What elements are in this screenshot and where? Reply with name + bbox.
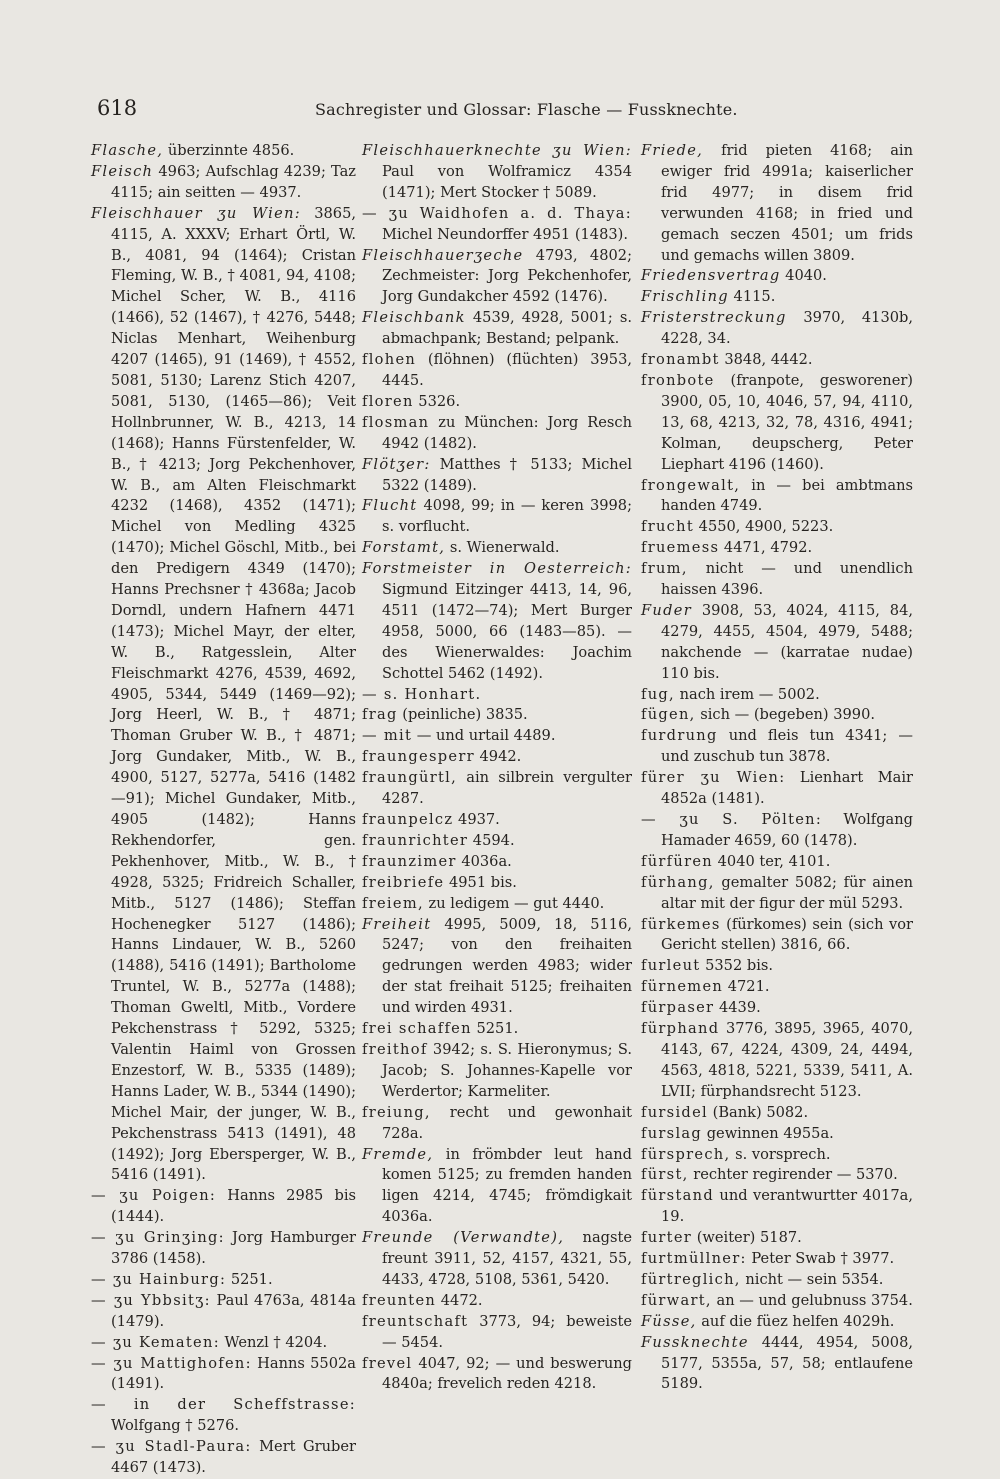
entry-references: nicht — und unendlich haissen 4396. bbox=[661, 560, 913, 599]
index-entry bbox=[362, 392, 632, 413]
index-column-3 bbox=[641, 141, 913, 1395]
index-entry bbox=[641, 873, 913, 915]
entry-references: 4036a. bbox=[456, 852, 512, 870]
entry-references: Paul von Wolframicz 4354 (1471); Mert Stocker † 5089. bbox=[382, 162, 632, 201]
index-entry bbox=[641, 726, 913, 768]
entry-references: Paul 4763a, 4814a (1479). bbox=[111, 1291, 356, 1330]
index-entry bbox=[362, 496, 632, 538]
index-entry bbox=[641, 977, 913, 998]
entry-references: 4098, 99; in — keren 3998; s. vorflucht. bbox=[382, 497, 632, 536]
entry-references: 5251. bbox=[471, 1020, 519, 1038]
entry-headword: fug, bbox=[641, 685, 675, 703]
entry-headword: Flasche, bbox=[91, 142, 164, 159]
entry-references: Sigmund Eitzinger 4413, 14, 96, 4511 (1472—74); Mert Burger 4958, 5000, 66 (1483—85). — des Wienerwaldes: Joachim Schottel 5462 (1492). bbox=[382, 581, 632, 682]
entry-references: 3865, 4115, A. XXXV; Erhart Örtl, W. B., 4081, 94 (1464); Cristan Fleming, W. B., † 4081, 94, 4108; Michel Scher, W. B., 4116 (1466), 52 (1467), † 4276, 5448; Niclas Menhart, Weihenburg 4207 (1465), 91 (1469), † 4552, 5081, 5130; Larenz Stich 4207, 5081, 5130, (1465—86); Veit Hollnbrunner, W. B., 4213, 14 (1468); Hanns Fürstenfelder, W. B., † 4213; Jorg Pekchenhover, W. B., am Alten Fleischmarkt 4232 (1468), 4352 (1471); Michel von Medling 4325 (1470); Michel Göschl, Mitb., bei den Predigern 4349 (1470); Hanns Prechsner † 4368a; Jacob Dorndl, undern Hafnern 4471 (1473); Michel Mayr, der elter, W. B., Ratgesslein, Alter Fleischmarkt 4276, 4539, 4692, 4905, 5344, 5449 (1469—92); Jorg Heerl, W. B., † 4871; Thoman Gruber W. B., † 4871; Jorg Gundaker, Mitb., W. B., 4900, 5127, 5277a, 5416 (1482—91); Michel Gundaker, Mitb., 4905 (1482); Hanns Rekhendorfer, gen. Pekhenhover, Mitb., W. B., † 4928, 5325; Fridreich Schaller, Mitb., 5127 (1486); Steffan Hochenegker 5127 (1486); Hanns Lindauer, W. B., 5260 (1488), 5416 (1491); Bartholome Truntel, W. B., 5277a (1488); Thoman Gweltl, Mitb., Vordere Pekchenstrass † 5292, 5325; Valentin Haiml von Grossen Enzestorf, W. B., 5335 (1489); Hanns Lader, W. B., 5344 (1490); Michel Mair, der junger, W. B., Pekchenstrass 5413 (1491), 48 (1492); Jorg Ebersperger, W. B., 5416 (1491). bbox=[111, 204, 356, 1184]
entry-references: 4047, 92; — und beswerung 4840a; frevelich reden 4218. bbox=[382, 1354, 632, 1393]
entry-headword: — ʒu Grinʒing: bbox=[91, 1229, 225, 1247]
entry-references: 4793, 4802; Zechmeister: Jorg Pekchenhofer, Jorg Gundakcher 4592 (1476). bbox=[382, 246, 632, 306]
index-entry bbox=[362, 559, 632, 684]
entry-headword: — ʒu Stadl-Paura: bbox=[91, 1438, 252, 1456]
entry-references: 4963; Aufschlag 4239; Taz 4115; ain seitten — 4937. bbox=[111, 162, 356, 201]
index-entry bbox=[362, 141, 632, 204]
entry-headword: Fleischhauer ʒu Wien: bbox=[91, 204, 301, 222]
index-entry bbox=[641, 266, 913, 287]
entry-headword: fraungürtl, bbox=[362, 769, 458, 787]
entry-references: zu München: Jorg Resch 4942 (1482). bbox=[382, 413, 632, 452]
index-entry bbox=[641, 1228, 913, 1249]
index-entry bbox=[362, 1019, 632, 1040]
entry-references: (Bank) 5082. bbox=[707, 1103, 809, 1121]
index-entry bbox=[91, 1333, 356, 1354]
entry-references: Wolfgang † 5276. bbox=[111, 1417, 240, 1435]
index-entry bbox=[641, 1145, 913, 1166]
index-entry bbox=[91, 1291, 356, 1333]
entry-references: 5326. bbox=[413, 392, 461, 410]
entry-references: 4444, 4954, 5008, 5177, 5355a, 57, 58; entlaufene 5189. bbox=[661, 1333, 913, 1393]
entry-references: (flöhnen) (flüchten) 3953, 4445. bbox=[382, 351, 632, 389]
index-entry bbox=[641, 559, 913, 601]
entry-headword: freiung, bbox=[362, 1103, 431, 1121]
index-entry bbox=[362, 768, 632, 810]
entry-headword: fürer ʒu Wien: bbox=[641, 769, 786, 787]
entry-headword: furter bbox=[641, 1229, 693, 1247]
entry-references: 4995, 5009, 18, 5116, 5247; von den freihaiten gedrungen werden 4983; wider der stat freihait 5125; freihaiten und wirden 4931. bbox=[382, 915, 632, 1017]
entry-references: und fleis tun 4341; — und zuschub tun 3878. bbox=[661, 727, 913, 766]
page-number: 618 bbox=[97, 96, 138, 120]
index-entry bbox=[362, 810, 632, 831]
entry-headword: fürkemes bbox=[641, 915, 721, 933]
entry-headword: fürwart, bbox=[641, 1291, 712, 1309]
index-entry bbox=[641, 1333, 913, 1396]
index-entry bbox=[641, 517, 913, 538]
entry-headword: Fleisch bbox=[91, 162, 154, 180]
entry-references: 4439. bbox=[714, 999, 761, 1017]
entry-references: recht und gewonhait 728a. bbox=[382, 1103, 632, 1142]
index-entry bbox=[641, 1124, 913, 1145]
entry-references: 3942; s. S. Hieronymus; S. Jacob; S. Johannes-Kapelle vor Werdertor; Karmeliter. bbox=[382, 1040, 632, 1100]
index-entry bbox=[641, 141, 913, 266]
index-entry bbox=[362, 873, 632, 894]
entry-headword: Friede, bbox=[641, 142, 704, 159]
index-entry bbox=[91, 1186, 356, 1228]
entry-headword: frum, bbox=[641, 560, 688, 578]
index-entry bbox=[641, 768, 913, 810]
entry-references: 4115. bbox=[728, 288, 776, 306]
entry-references: (franpote, gesworener) 3900, 05, 10, 4046, 57, 94, 4110, 13, 68, 4213, 32, 78, 4316, 4941; Kolman, deupscherg, Peter Liephart 4196 (1460). bbox=[661, 371, 913, 473]
index-entry bbox=[641, 308, 913, 350]
index-entry bbox=[641, 1249, 913, 1270]
entry-references: zu ledigem — gut 4440. bbox=[423, 894, 605, 912]
entry-headword: fürhang, bbox=[641, 873, 715, 891]
entry-headword: frevel bbox=[362, 1354, 413, 1372]
entry-headword: floren bbox=[362, 392, 414, 410]
entry-references: 5251. bbox=[226, 1270, 273, 1288]
entry-headword: — ʒu Kematen: bbox=[91, 1333, 220, 1351]
entry-references: s. Wienerwald. bbox=[445, 539, 560, 557]
entry-references: 4721. bbox=[723, 978, 770, 996]
index-entry bbox=[362, 204, 632, 246]
entry-headword: — ʒu S. Pölten: bbox=[641, 811, 823, 828]
entry-references: gewinnen 4955a. bbox=[702, 1124, 834, 1142]
entry-references: 3773, 94; beweiste — 5454. bbox=[382, 1312, 632, 1351]
entry-references: Hanns 5502a (1491). bbox=[111, 1354, 356, 1393]
index-entry bbox=[641, 350, 913, 371]
entry-headword: fürpaser bbox=[641, 999, 715, 1017]
index-entry bbox=[91, 1270, 356, 1291]
entry-headword: Forstmeister in Oesterreich: bbox=[362, 560, 632, 578]
index-entry bbox=[362, 1291, 632, 1312]
entry-references: s. vorsprech. bbox=[730, 1145, 831, 1163]
index-entry bbox=[91, 204, 356, 1187]
index-entry bbox=[362, 1103, 632, 1145]
entry-headword: Füsse, bbox=[641, 1312, 697, 1330]
entry-headword: frei schaffen bbox=[362, 1020, 472, 1038]
index-entry bbox=[641, 1186, 913, 1228]
entry-references: auf die füez helfen 4029h. bbox=[696, 1312, 895, 1330]
entry-references: 4550, 4900, 5223. bbox=[694, 518, 834, 536]
entry-headword: freuntschaft bbox=[362, 1312, 469, 1330]
index-entry bbox=[641, 1019, 913, 1103]
entry-references: in frömbder leut hand komen 5125; zu fremden handen ligen 4214, 4745; frömdigkait 4036a. bbox=[382, 1145, 632, 1226]
entry-headword: — s. Honhart. bbox=[362, 685, 482, 703]
entry-headword: fruemess bbox=[641, 539, 720, 557]
entry-headword: Fussknechte bbox=[641, 1333, 749, 1351]
entry-headword: freiem, bbox=[362, 894, 424, 912]
entry-references: 3908, 53, 4024, 4115, 84, 4279, 4455, 4504, 4979, 5488; nakchende — (karratae nudae) 110 bis. bbox=[661, 601, 913, 682]
entry-headword: frucht bbox=[641, 518, 695, 536]
entry-headword: fursidel bbox=[641, 1103, 708, 1121]
entry-headword: fronbote bbox=[641, 371, 715, 389]
index-entry bbox=[641, 998, 913, 1019]
index-entry bbox=[641, 1291, 913, 1312]
index-entry bbox=[641, 538, 913, 559]
entry-headword: fürstand bbox=[641, 1187, 714, 1205]
index-entry bbox=[641, 287, 913, 308]
entry-references: nicht — sein 5354. bbox=[740, 1270, 884, 1288]
index-entry bbox=[641, 915, 913, 957]
entry-references: frid pieten 4168; ain ewiger frid 4991a; kaiserlicher frid 4977; in disem frid verwunden 4168; in fried und gemach seczen 4501; um frids und gemachs willen 3809. bbox=[661, 142, 913, 264]
entry-headword: fronambt bbox=[641, 351, 720, 369]
entry-headword: fraunzimer bbox=[362, 852, 457, 870]
entry-references: überzinnte 4856. bbox=[163, 142, 295, 159]
index-entry bbox=[91, 1228, 356, 1270]
entry-headword: furtmüllner: bbox=[641, 1250, 747, 1268]
index-entry bbox=[641, 956, 913, 977]
entry-headword: Frischling bbox=[641, 288, 729, 306]
entry-references: Wenzl † 4204. bbox=[219, 1333, 328, 1351]
entry-references: 4040 ter, 4101. bbox=[713, 852, 831, 870]
entry-references: 3848, 4442. bbox=[719, 351, 813, 369]
index-entry bbox=[362, 894, 632, 915]
index-entry bbox=[641, 371, 913, 476]
index-entry bbox=[362, 455, 632, 497]
entry-references: rechter regirender — 5370. bbox=[688, 1166, 898, 1184]
entry-references: Lienhart Mair 4852a (1481). bbox=[661, 769, 913, 808]
entry-headword: furslag bbox=[641, 1124, 703, 1142]
entry-references: 4472. bbox=[436, 1291, 483, 1309]
entry-headword: fürst, bbox=[641, 1166, 689, 1184]
entry-references: (fürkomes) sein (sich vor Gericht stellen) 3816, 66. bbox=[661, 915, 913, 954]
index-entry bbox=[641, 685, 913, 706]
entry-references: 4471, 4792. bbox=[719, 539, 813, 557]
entry-headword: Forstamt, bbox=[362, 539, 446, 557]
entry-references: Peter Swab † 3977. bbox=[746, 1250, 895, 1268]
index-entry bbox=[362, 538, 632, 559]
entry-references: Jorg Hamburger 3786 (1458). bbox=[111, 1229, 356, 1268]
index-entry bbox=[362, 705, 632, 726]
index-entry bbox=[641, 476, 913, 518]
index-entry bbox=[362, 1228, 632, 1291]
entry-headword: — ʒu Waidhofen a. d. Thaya: bbox=[362, 204, 632, 222]
index-entry bbox=[362, 831, 632, 852]
index-column-1 bbox=[91, 141, 356, 1479]
entry-headword: flosman bbox=[362, 413, 430, 431]
entry-references: ain silbrein vergulter 4287. bbox=[382, 769, 632, 808]
entry-references: an — und gelubnuss 3754. bbox=[711, 1291, 913, 1309]
index-column-2 bbox=[362, 141, 632, 1395]
entry-headword: Flötʒer: bbox=[362, 455, 431, 473]
entry-headword: furleut bbox=[641, 957, 701, 975]
entry-headword: — ʒu Mattighofen: bbox=[91, 1354, 252, 1372]
entry-headword: furdrung bbox=[641, 727, 718, 745]
entry-references: 4937. bbox=[453, 811, 500, 828]
entry-references: — und urtail 4489. bbox=[412, 727, 556, 745]
index-entry bbox=[362, 1312, 632, 1354]
index-entry bbox=[362, 413, 632, 455]
entry-headword: Flucht bbox=[362, 497, 418, 515]
index-entry bbox=[641, 601, 913, 685]
index-entry bbox=[362, 685, 632, 706]
index-entry bbox=[362, 350, 632, 392]
entry-headword: fürsprech, bbox=[641, 1145, 731, 1163]
entry-references: Mert Gruber 4467 (1473). bbox=[111, 1438, 356, 1477]
entry-references: nagste freunt 3911, 52, 4157, 4321, 55, 4433, 4728, 5108, 5361, 5420. bbox=[382, 1229, 632, 1288]
entry-references: 5352 bis. bbox=[700, 957, 774, 975]
entry-references: (weiter) 5187. bbox=[692, 1229, 802, 1247]
entry-headword: fraungesperr bbox=[362, 748, 475, 766]
entry-headword: Freiheit bbox=[362, 915, 432, 933]
entry-headword: — mit bbox=[362, 727, 413, 745]
index-entry bbox=[362, 726, 632, 747]
entry-headword: freithof bbox=[362, 1040, 428, 1058]
entry-headword: freunten bbox=[362, 1291, 437, 1309]
entry-headword: Fleischhauerʒeche bbox=[362, 246, 524, 264]
index-entry bbox=[362, 308, 632, 350]
entry-headword: frag bbox=[362, 706, 398, 724]
entry-headword: fürphand bbox=[641, 1020, 720, 1038]
index-entry bbox=[362, 1145, 632, 1229]
index-entry bbox=[362, 915, 632, 1020]
entry-references: 3776, 3895, 3965, 4070, 4143, 67, 4224, 4309, 24, 4494, 4563, 4818, 5221, 5339, 5411, A. LVII; fürphandsrecht 5123. bbox=[661, 1020, 913, 1100]
entry-references: Michel Neundorffer 4951 (1483). bbox=[382, 225, 628, 243]
running-title: Sachregister und Glossar: Flasche — Fussknechte. bbox=[315, 100, 738, 119]
index-entry bbox=[91, 1395, 356, 1437]
entry-references: in — bei ambtmans handen 4749. bbox=[661, 476, 913, 515]
entry-headword: freibriefe bbox=[362, 873, 445, 891]
entry-references: 4942. bbox=[474, 748, 522, 766]
entry-headword: frongewalt, bbox=[641, 476, 741, 494]
entry-references: 4539, 4928, 5001; s. abmachpank; Bestand; pelpank. bbox=[382, 309, 632, 348]
entry-headword: fraunpelcz bbox=[362, 811, 454, 828]
entry-headword: — ʒu Hainburg: bbox=[91, 1270, 227, 1288]
entry-headword: Fuder bbox=[641, 601, 692, 619]
entry-headword: fraunrichter bbox=[362, 831, 469, 849]
index-entry bbox=[362, 852, 632, 873]
entry-headword: Friedensvertrag bbox=[641, 267, 781, 285]
entry-references: (peinliche) 3835. bbox=[397, 706, 528, 724]
index-entry bbox=[362, 246, 632, 309]
entry-headword: Fremde, bbox=[362, 1145, 434, 1163]
index-entry bbox=[362, 1354, 632, 1396]
entry-headword: fürnemen bbox=[641, 978, 724, 996]
entry-references: sich — (begeben) 3990. bbox=[695, 706, 876, 724]
entry-headword: fürfüren bbox=[641, 852, 713, 870]
entry-headword: — ʒu Ybbsitʒ: bbox=[91, 1291, 211, 1309]
index-entry bbox=[641, 1165, 913, 1186]
entry-references: nach irem — 5002. bbox=[674, 685, 820, 703]
entry-headword: Fleischhauerknechte ʒu Wien: bbox=[362, 142, 632, 159]
entry-references: Hanns 2985 bis (1444). bbox=[111, 1187, 356, 1226]
index-entry bbox=[91, 162, 356, 204]
index-entry bbox=[641, 1270, 913, 1291]
entry-references: 4594. bbox=[468, 831, 515, 849]
index-entry bbox=[641, 705, 913, 726]
index-entry bbox=[641, 1103, 913, 1124]
entry-references: Matthes † 5133; Michel 5322 (1489). bbox=[382, 455, 632, 494]
index-entry bbox=[362, 1040, 632, 1103]
entry-references: Wolfgang Hamader 4659, 60 (1478). bbox=[661, 811, 913, 849]
entry-references: 4951 bis. bbox=[444, 873, 517, 891]
index-entry bbox=[91, 1354, 356, 1396]
entry-headword: — ʒu Poigen: bbox=[91, 1187, 217, 1205]
entry-headword: Fristerstreckung bbox=[641, 309, 787, 327]
index-entry bbox=[641, 1312, 913, 1333]
entry-headword: Fleischbank bbox=[362, 309, 466, 327]
index-entry bbox=[641, 852, 913, 873]
entry-references: und verantwurtter 4017a, 19. bbox=[661, 1187, 913, 1226]
index-entry bbox=[91, 141, 356, 162]
entry-references: gemalter 5082; für ainen altar mit der figur der mül 5293. bbox=[661, 873, 913, 912]
index-entry bbox=[641, 810, 913, 852]
entry-references: 4040. bbox=[780, 267, 827, 285]
entry-headword: fügen, bbox=[641, 706, 696, 724]
index-entry bbox=[91, 1437, 356, 1479]
entry-headword: — in der Scheffstrasse: bbox=[91, 1396, 356, 1414]
entry-headword: flohen bbox=[362, 351, 417, 369]
entry-references: 3970, 4130b, 4228, 34. bbox=[661, 309, 913, 348]
entry-headword: fürtreglich, bbox=[641, 1270, 741, 1288]
index-entry bbox=[362, 747, 632, 768]
entry-headword: Freunde (Verwandte), bbox=[362, 1229, 565, 1247]
